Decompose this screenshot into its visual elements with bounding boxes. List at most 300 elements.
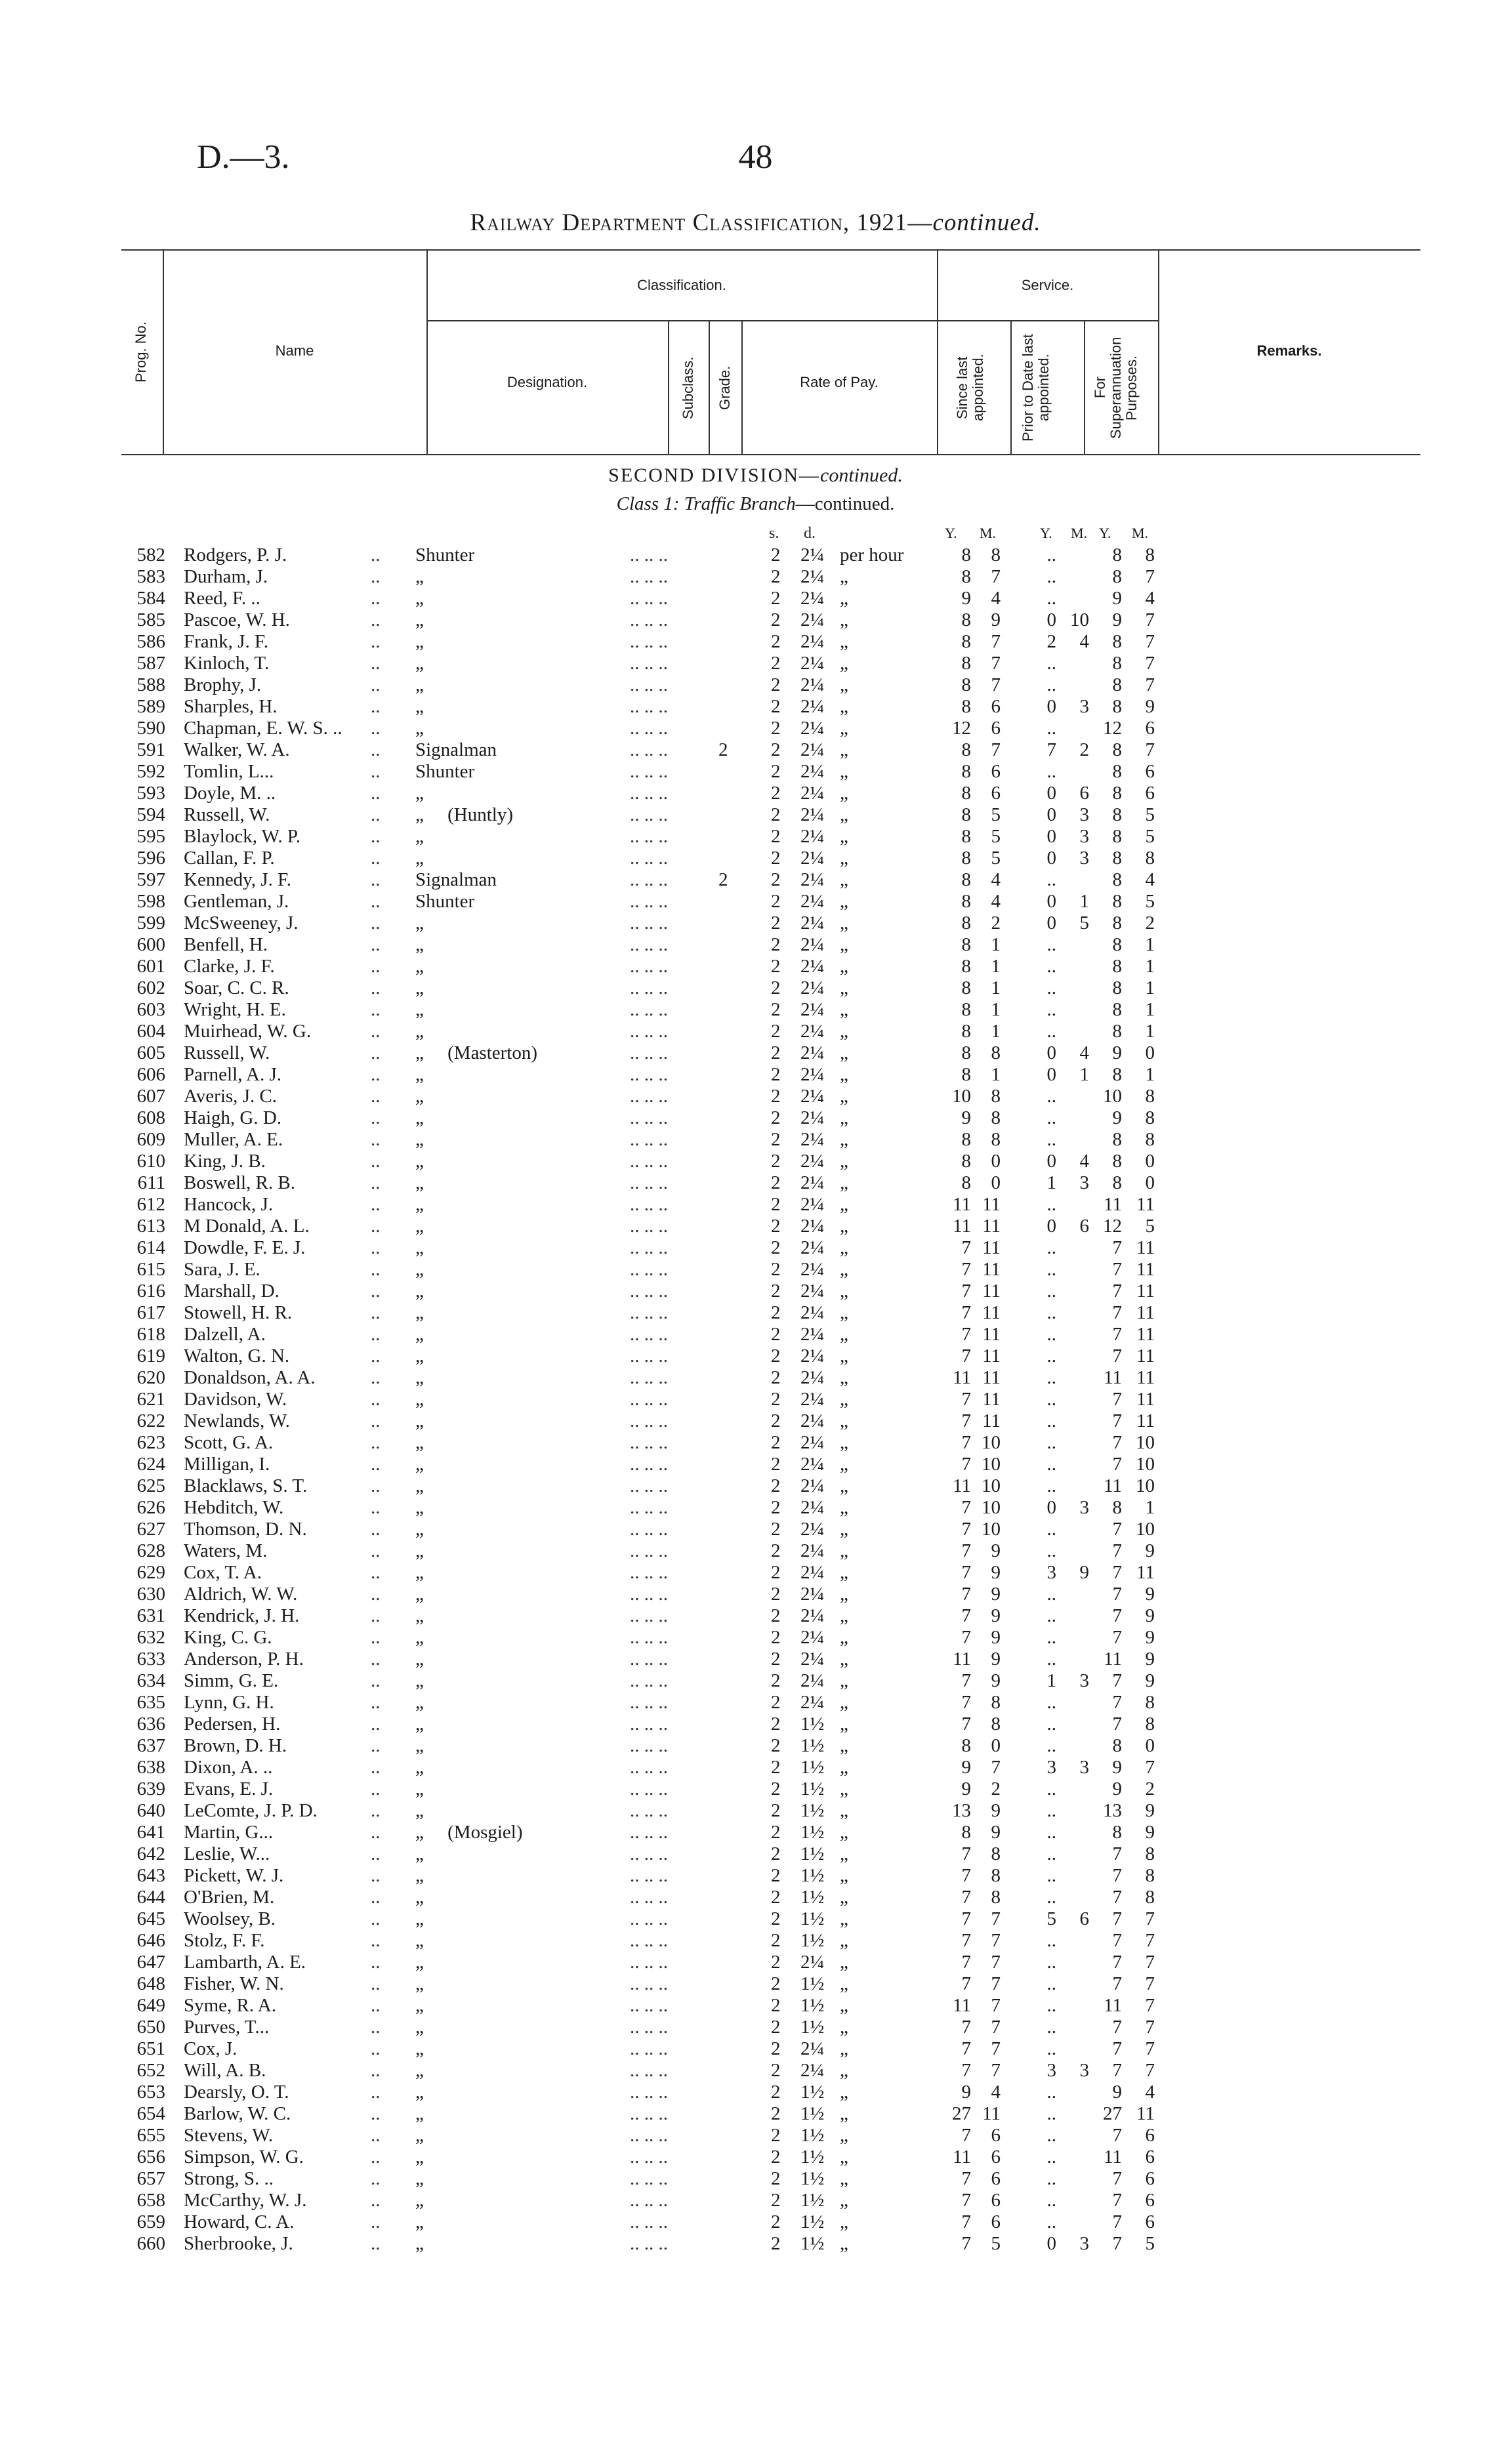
- table-row: [0, 1302, 1511, 1324]
- prog-number: 656: [136, 2146, 165, 2167]
- super-years: 9: [1112, 1107, 1122, 1128]
- since-last-years: 8: [961, 804, 971, 825]
- super-months: 7: [1145, 566, 1155, 587]
- since-last-years: 7: [961, 1843, 971, 1864]
- leader-dots: .. .. ..: [630, 761, 668, 782]
- header-rule: [668, 320, 669, 454]
- employee-name: Brown, D. H.: [184, 1735, 287, 1756]
- super-years: 8: [1112, 566, 1122, 587]
- employee-name: Anderson, P. H.: [184, 1649, 304, 1670]
- prior-months: 3: [1079, 696, 1089, 717]
- prior-years: 0: [1046, 804, 1056, 825]
- super-years: 8: [1112, 934, 1122, 955]
- rate-shillings: 2: [771, 1692, 781, 1713]
- employee-name: Reed, F. ..: [184, 588, 260, 609]
- rate-shillings: 2: [771, 783, 781, 804]
- rate-period: „: [840, 956, 848, 977]
- prog-number: 620: [136, 1367, 165, 1388]
- prior-years: ..: [1046, 1649, 1056, 1670]
- employee-name: Russell, W.: [184, 804, 270, 825]
- rate-pence: 2¼: [800, 2038, 825, 2059]
- prior-months: 3: [1079, 1757, 1089, 1778]
- since-last-years: 7: [961, 1237, 971, 1258]
- prog-number: 612: [136, 1194, 165, 1215]
- prog-number: 597: [136, 869, 165, 890]
- since-last-months: 8: [991, 1692, 1001, 1713]
- since-last-months: 8: [991, 1086, 1001, 1107]
- prior-years: ..: [1046, 1540, 1056, 1561]
- table-row: [0, 1649, 1511, 1670]
- rate-period: „: [840, 848, 848, 869]
- table-row: [0, 674, 1511, 696]
- rate-shillings: 2: [771, 653, 781, 674]
- rate-period: „: [840, 2168, 848, 2189]
- prog-number: 652: [136, 2060, 165, 2081]
- super-years: 8: [1112, 956, 1122, 977]
- table-row: [0, 2146, 1511, 2168]
- prog-number: 602: [136, 977, 165, 998]
- employee-name: Sara, J. E.: [184, 1259, 260, 1280]
- super-years: 8: [1112, 913, 1122, 934]
- table-row: [0, 804, 1511, 826]
- rate-shillings: 2: [771, 1064, 781, 1085]
- leader-dots: .. .. ..: [630, 826, 668, 847]
- prog-number: 617: [136, 1302, 165, 1323]
- leader-dots: ..: [371, 631, 381, 652]
- rate-pence: 1½: [800, 2017, 825, 2038]
- rate-pence: 2¼: [800, 1064, 825, 1085]
- rate-period: „: [840, 891, 848, 912]
- leader-dots: ..: [371, 956, 381, 977]
- leader-dots: ..: [371, 566, 381, 587]
- employee-name: Rodgers, P. J.: [184, 544, 287, 565]
- prog-number: 585: [136, 609, 165, 630]
- leader-dots: .. .. ..: [630, 1281, 668, 1302]
- leader-dots: ..: [371, 1887, 381, 1908]
- since-last-months: 11: [982, 1302, 1001, 1323]
- super-years: 7: [1112, 2017, 1122, 2038]
- employee-name: Cox, T. A.: [184, 1562, 262, 1583]
- leader-dots: .. .. ..: [630, 804, 668, 825]
- leader-dots: ..: [371, 1129, 381, 1150]
- employee-name: Lynn, G. H.: [184, 1692, 274, 1713]
- prior-years: ..: [1046, 1714, 1056, 1735]
- designation: „: [415, 653, 424, 674]
- rate-period: „: [840, 566, 848, 587]
- rate-shillings: 2: [771, 718, 781, 739]
- rate-shillings: 2: [771, 1605, 781, 1626]
- super-months: 10: [1136, 1475, 1155, 1496]
- super-months: 9: [1145, 1584, 1155, 1605]
- table-row: [0, 696, 1511, 718]
- designation: „: [415, 1605, 424, 1626]
- since-last-years: 11: [953, 1194, 971, 1215]
- rate-pence: 1½: [800, 2103, 825, 2124]
- leader-dots: .. .. ..: [630, 653, 668, 674]
- prior-years: ..: [1046, 1519, 1056, 1540]
- designation: „: [415, 1887, 424, 1908]
- super-months: 9: [1145, 1649, 1155, 1670]
- leader-dots: ..: [371, 761, 381, 782]
- designation: „: [415, 1281, 424, 1302]
- super-months: 7: [1145, 1952, 1155, 1973]
- employee-name: Pascoe, W. H.: [184, 609, 290, 630]
- prog-number: 624: [136, 1454, 165, 1475]
- employee-name: King, J. B.: [184, 1151, 266, 1172]
- since-last-years: 11: [953, 1649, 971, 1670]
- unit-pence: d.: [804, 525, 816, 542]
- leader-dots: .. .. ..: [630, 2038, 668, 2059]
- designation: „: [415, 1973, 424, 1994]
- employee-name: Cox, J.: [184, 2038, 238, 2059]
- prog-number: 658: [136, 2190, 165, 2211]
- super-months: 7: [1145, 2060, 1155, 2081]
- designation: „: [415, 1627, 424, 1648]
- prior-years: 0: [1046, 1497, 1056, 1518]
- super-months: 6: [1145, 718, 1155, 739]
- since-last-years: 8: [961, 891, 971, 912]
- rate-shillings: 2: [771, 804, 781, 825]
- since-last-months: 11: [982, 1345, 1001, 1366]
- super-years: 9: [1112, 588, 1122, 609]
- rate-pence: 2¼: [800, 1605, 825, 1626]
- since-last-years: 7: [961, 1584, 971, 1605]
- leader-dots: .. .. ..: [630, 999, 668, 1020]
- prior-years: ..: [1046, 1735, 1056, 1756]
- designation: „: [415, 674, 424, 695]
- leader-dots: ..: [371, 1281, 381, 1302]
- leader-dots: ..: [371, 1410, 381, 1431]
- super-months: 11: [1136, 1302, 1155, 1323]
- super-months: 8: [1145, 1887, 1155, 1908]
- since-last-years: 7: [961, 2125, 971, 2146]
- rate-shillings: 2: [771, 2190, 781, 2211]
- rate-period: „: [840, 631, 848, 652]
- since-last-months: 1: [991, 956, 1001, 977]
- since-last-months: 4: [991, 2082, 1001, 2103]
- super-years: 7: [1112, 2233, 1122, 2254]
- rate-pence: 1½: [800, 1800, 825, 1821]
- leader-dots: ..: [371, 1107, 381, 1128]
- prior-years: ..: [1046, 1237, 1056, 1258]
- super-years: 7: [1112, 1454, 1122, 1475]
- rate-period: „: [840, 804, 848, 825]
- super-years: 7: [1112, 1519, 1122, 1540]
- employee-name: Simm, G. E.: [184, 1670, 279, 1691]
- prog-number: 615: [136, 1259, 165, 1280]
- table-row: [0, 999, 1511, 1021]
- prior-months: 3: [1079, 2060, 1089, 2081]
- since-last-months: 8: [991, 1042, 1001, 1063]
- rate-period: „: [840, 2211, 848, 2232]
- since-last-years: 7: [961, 1865, 971, 1886]
- employee-name: Will, A. B.: [184, 2060, 266, 2081]
- table-row: [0, 913, 1511, 934]
- unit-shillings: s.: [769, 525, 779, 542]
- prior-years: 0: [1046, 913, 1056, 934]
- rate-period: „: [840, 653, 848, 674]
- super-years: 11: [1104, 2146, 1122, 2167]
- table-row: [0, 1865, 1511, 1887]
- super-years: 8: [1112, 1172, 1122, 1193]
- since-last-months: 4: [991, 891, 1001, 912]
- rate-period: „: [840, 869, 848, 890]
- prior-months: 10: [1070, 609, 1089, 630]
- prog-number: 621: [136, 1389, 165, 1410]
- leader-dots: ..: [371, 718, 381, 739]
- leader-dots: ..: [371, 1151, 381, 1172]
- leader-dots: ..: [371, 1194, 381, 1215]
- super-years: 7: [1112, 2190, 1122, 2211]
- super-years: 9: [1112, 1778, 1122, 1799]
- super-years: 9: [1112, 1042, 1122, 1063]
- employee-name: Gentleman, J.: [184, 891, 289, 912]
- designation: „: [415, 1562, 424, 1583]
- since-last-months: 5: [991, 2233, 1001, 2254]
- prior-years: 0: [1046, 1151, 1056, 1172]
- leader-dots: .. .. ..: [630, 1822, 668, 1843]
- super-years: 7: [1112, 1714, 1122, 1735]
- leader-dots: .. .. ..: [630, 1172, 668, 1193]
- leader-dots: ..: [371, 674, 381, 695]
- leader-dots: .. .. ..: [630, 1757, 668, 1778]
- super-years: 7: [1112, 1237, 1122, 1258]
- super-years: 7: [1112, 1930, 1122, 1951]
- since-last-months: 9: [991, 1822, 1001, 1843]
- employee-name: Newlands, W.: [184, 1410, 290, 1431]
- super-years: 8: [1112, 1735, 1122, 1756]
- prior-years: ..: [1046, 1302, 1056, 1323]
- since-last-years: 11: [953, 1216, 971, 1237]
- rate-shillings: 2: [771, 1086, 781, 1107]
- employee-name: Hebditch, W.: [184, 1497, 284, 1518]
- rate-period: „: [840, 1908, 848, 1929]
- rate-shillings: 2: [771, 1778, 781, 1799]
- since-last-years: 8: [961, 783, 971, 804]
- since-last-months: 8: [991, 1865, 1001, 1886]
- designation: „: [415, 1432, 424, 1453]
- designation: „: [415, 588, 424, 609]
- leader-dots: .. .. ..: [630, 1649, 668, 1670]
- prior-years: ..: [1046, 1021, 1056, 1042]
- leader-dots: .. .. ..: [630, 2233, 668, 2254]
- prior-years: ..: [1046, 1281, 1056, 1302]
- prior-months: 6: [1079, 1908, 1089, 1929]
- super-months: 1: [1145, 934, 1155, 955]
- since-last-years: 10: [952, 1086, 971, 1107]
- leader-dots: ..: [371, 1865, 381, 1886]
- rate-period: „: [840, 1822, 848, 1843]
- prior-years: ..: [1046, 1584, 1056, 1605]
- page-title: [0, 209, 1511, 237]
- since-last-years: 7: [961, 2211, 971, 2232]
- since-last-months: 8: [991, 1129, 1001, 1150]
- table-row: [0, 1172, 1511, 1194]
- prior-years: ..: [1046, 956, 1056, 977]
- rate-period: „: [840, 1930, 848, 1951]
- prior-years: ..: [1046, 2146, 1056, 2167]
- super-years: 7: [1112, 1670, 1122, 1691]
- designation: „: [415, 718, 424, 739]
- designation: „: [415, 1086, 424, 1107]
- super-months: 6: [1145, 761, 1155, 782]
- rate-pence: 2¼: [800, 1540, 825, 1561]
- employee-name: Chapman, E. W. S. ..: [184, 718, 342, 739]
- leader-dots: .. .. ..: [630, 934, 668, 955]
- leader-dots: .. .. ..: [630, 1410, 668, 1431]
- rate-period: „: [840, 1172, 848, 1193]
- prog-number: 653: [136, 2082, 165, 2103]
- leader-dots: .. .. ..: [630, 674, 668, 695]
- prog-number: 600: [136, 934, 165, 955]
- rate-period: „: [840, 1714, 848, 1735]
- leader-dots: ..: [371, 1822, 381, 1843]
- prog-number: 613: [136, 1216, 165, 1237]
- since-last-months: 7: [991, 739, 1001, 760]
- designation: „: [415, 1930, 424, 1951]
- super-months: 8: [1145, 1843, 1155, 1864]
- since-last-years: 8: [961, 1129, 971, 1150]
- designation: Signalman: [415, 739, 497, 760]
- prior-years: ..: [1046, 1389, 1056, 1410]
- table-row: [0, 934, 1511, 956]
- super-months: 4: [1145, 2082, 1155, 2103]
- designation: „: [415, 783, 424, 804]
- employee-name: Woolsey, B.: [184, 1908, 276, 1929]
- super-years: 7: [1112, 1605, 1122, 1626]
- rate-pence: 2¼: [800, 739, 825, 760]
- rate-pence: 2¼: [800, 1692, 825, 1713]
- designation: „: [415, 1800, 424, 1821]
- table-row: [0, 2103, 1511, 2125]
- leader-dots: .. .. ..: [630, 1778, 668, 1799]
- rate-pence: 1½: [800, 1735, 825, 1756]
- super-months: 7: [1145, 739, 1155, 760]
- since-last-months: 6: [991, 2190, 1001, 2211]
- prog-number: 644: [136, 1887, 165, 1908]
- table-row: [0, 1389, 1511, 1410]
- rate-period: „: [840, 674, 848, 695]
- rate-shillings: 2: [771, 1649, 781, 1670]
- since-last-years: 7: [961, 1692, 971, 1713]
- leader-dots: .. .. ..: [630, 1843, 668, 1864]
- since-last-months: 11: [982, 1389, 1001, 1410]
- prior-years: ..: [1046, 544, 1056, 565]
- leader-dots: ..: [371, 2082, 381, 2103]
- since-last-months: 1: [991, 977, 1001, 998]
- designation: „: [415, 1389, 424, 1410]
- employee-name: Blaylock, W. P.: [184, 826, 301, 847]
- super-years: 7: [1112, 1584, 1122, 1605]
- leader-dots: ..: [371, 2017, 381, 2038]
- prior-years: 1: [1046, 1670, 1056, 1691]
- super-months: 8: [1145, 1865, 1155, 1886]
- rate-shillings: 2: [771, 977, 781, 998]
- leader-dots: .. .. ..: [630, 1324, 668, 1345]
- super-months: 8: [1145, 1086, 1155, 1107]
- rate-period: „: [840, 2060, 848, 2081]
- rate-shillings: 2: [771, 1021, 781, 1042]
- super-months: 6: [1145, 2168, 1155, 2189]
- super-months: 11: [1136, 1324, 1155, 1345]
- super-years: 7: [1112, 1410, 1122, 1431]
- prog-number: 639: [136, 1778, 165, 1799]
- leader-dots: ..: [371, 1670, 381, 1691]
- since-last-years: 8: [961, 696, 971, 717]
- rate-shillings: 2: [771, 1237, 781, 1258]
- rate-shillings: 2: [771, 1194, 781, 1215]
- leader-dots: ..: [371, 1519, 381, 1540]
- rate-period: „: [840, 696, 848, 717]
- table-row: [0, 1562, 1511, 1584]
- table-row: [0, 2233, 1511, 2255]
- since-last-years: 8: [961, 956, 971, 977]
- since-last-years: 11: [953, 1367, 971, 1388]
- designation: „: [415, 1843, 424, 1864]
- prog-number: 646: [136, 1930, 165, 1951]
- leader-dots: .. .. ..: [630, 1670, 668, 1691]
- leader-dots: ..: [371, 1064, 381, 1085]
- table-row: [0, 1908, 1511, 1930]
- prior-years: ..: [1046, 718, 1056, 739]
- rate-shillings: 2: [771, 1216, 781, 1237]
- prog-number: 595: [136, 826, 165, 847]
- rate-period: „: [840, 934, 848, 955]
- since-last-years: 8: [961, 1822, 971, 1843]
- leader-dots: ..: [371, 804, 381, 825]
- leader-dots: ..: [371, 1735, 381, 1756]
- since-last-years: 7: [961, 1605, 971, 1626]
- designation: „: [415, 1324, 424, 1345]
- super-years: 7: [1112, 2038, 1122, 2059]
- rate-period: „: [840, 1107, 848, 1128]
- rate-pence: 1½: [800, 1973, 825, 1994]
- leader-dots: .. .. ..: [630, 2060, 668, 2081]
- since-last-years: 8: [961, 1735, 971, 1756]
- rate-pence: 1½: [800, 2233, 825, 2254]
- prog-number: 604: [136, 1021, 165, 1042]
- leader-dots: ..: [371, 1389, 381, 1410]
- prog-number: 634: [136, 1670, 165, 1691]
- prior-years: ..: [1046, 761, 1056, 782]
- super-years: 7: [1112, 1562, 1122, 1583]
- rate-pence: 2¼: [800, 1562, 825, 1583]
- leader-dots: ..: [371, 783, 381, 804]
- employee-name: Parnell, A. J.: [184, 1064, 282, 1085]
- prog-number: 636: [136, 1714, 165, 1735]
- since-last-months: 10: [982, 1497, 1001, 1518]
- prior-months: 3: [1079, 1670, 1089, 1691]
- super-months: 9: [1145, 1822, 1155, 1843]
- super-months: 8: [1145, 1107, 1155, 1128]
- rate-pence: 2¼: [800, 1454, 825, 1475]
- super-months: 9: [1145, 1605, 1155, 1626]
- rate-shillings: 2: [771, 2038, 781, 2059]
- leader-dots: ..: [371, 1562, 381, 1583]
- super-years: 8: [1112, 1129, 1122, 1150]
- rate-pence: 2¼: [800, 631, 825, 652]
- since-last-years: 8: [961, 674, 971, 695]
- rate-shillings: 2: [771, 1281, 781, 1302]
- header-grade: Grade.: [716, 365, 733, 410]
- rate-pence: 2¼: [800, 1129, 825, 1150]
- rate-pence: 1½: [800, 2190, 825, 2211]
- super-years: 7: [1112, 1540, 1122, 1561]
- since-last-months: 6: [991, 2146, 1001, 2167]
- leader-dots: ..: [371, 1973, 381, 1994]
- prior-years: ..: [1046, 977, 1056, 998]
- super-months: 7: [1145, 631, 1155, 652]
